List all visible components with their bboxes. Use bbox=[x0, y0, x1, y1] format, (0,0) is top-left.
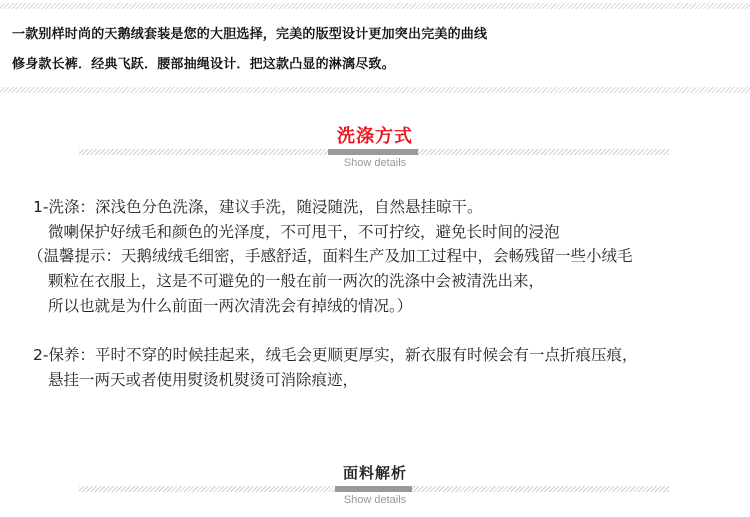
top-hatched-divider bbox=[0, 3, 750, 9]
wash-text-line: 所以也就是为什么前面一两次清洗会有掉绒的情况。） bbox=[48, 297, 413, 315]
fabric-section-title: 面料解析 bbox=[342, 464, 407, 482]
wash-text-line: 颗粒在衣服上，这是不可避免的一般在前一两次的洗涤中会被清洗出来， bbox=[48, 272, 545, 290]
intro-line-1: 一款别样时尚的天鹅绒套装是您的大胆选择，完美的版型设计更加突出完美的曲线 bbox=[12, 27, 488, 42]
wash-text-line: 1-洗涤：深浅色分色洗涤，建议手洗，随浸随洗，自然悬挂晾干。 bbox=[33, 198, 483, 216]
wash-text-line: 微喇保护好绒毛和颜色的光泽度，不可甩干，不可拧绞，避免长时间的浸泡 bbox=[48, 223, 560, 241]
wash-section-title: 洗涤方式 bbox=[337, 126, 413, 147]
care-text-line: 悬挂一两天或者使用熨烫机熨烫可消除痕迹， bbox=[48, 371, 359, 389]
care-text-line: 2-保养：平时不穿的时候挂起来，绒毛会更顺更厚实，新衣服有时候会有一点折痕压痕， bbox=[33, 346, 638, 364]
intro-line-2: 修身款长裤．经典飞跃．腰部抽绳设计．把这款凸显的淋漓尽致。 bbox=[12, 57, 395, 72]
wash-title-accent-bar bbox=[328, 149, 418, 155]
wash-text-line: （温馨提示：天鹅绒绒毛细密，手感舒适，面料生产及加工过程中，会畅残留一些小绒毛 bbox=[28, 247, 633, 265]
wash-title-divider bbox=[79, 149, 669, 155]
fabric-title-accent-bar bbox=[335, 486, 412, 492]
fabric-title-divider bbox=[79, 486, 669, 492]
wash-show-details-label: Show details bbox=[343, 157, 407, 169]
intro-hatched-divider bbox=[0, 87, 750, 93]
fabric-show-details-label: Show details bbox=[343, 494, 407, 506]
